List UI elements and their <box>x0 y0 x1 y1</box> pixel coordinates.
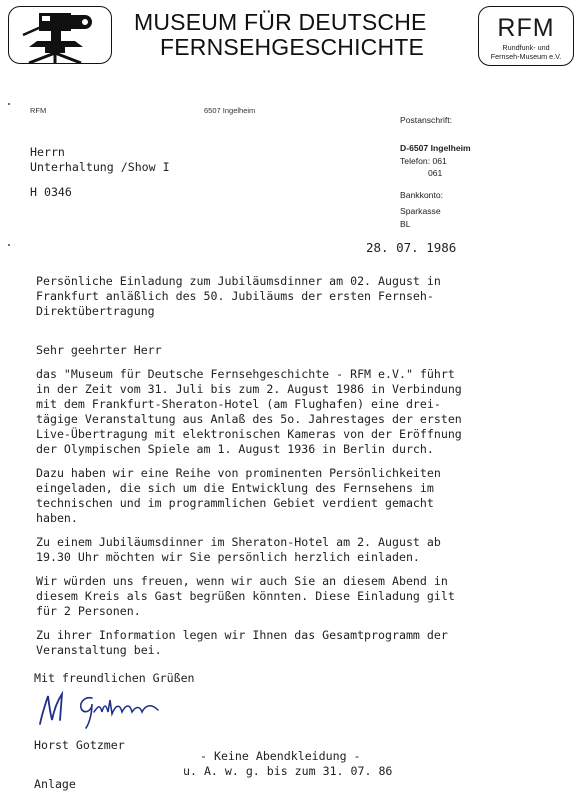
body-line: das "Museum für Deutsche Fernsehgeschichte - RFM e.V." führt <box>36 367 455 381</box>
rfm-logo-subtitle-2: Fernseh-Museum e.V. <box>490 52 562 61</box>
sender-line-left: RFM <box>30 106 47 115</box>
dress-code-note: - Keine Abendkleidung - <box>200 749 361 763</box>
camera-icon <box>9 7 112 64</box>
signatory-name: Horst Gotzmer <box>34 738 125 752</box>
postanschrift-label: Postanschrift: <box>400 115 453 125</box>
recipient-line-1: Herrn <box>30 145 65 159</box>
salutation: Sehr geehrter Herr <box>36 343 162 357</box>
museum-camera-logo <box>8 6 112 64</box>
subject-line-3: Direktübertragung <box>36 304 155 318</box>
subject-line-2: Frankfurt anläßlich des 50. Jubiläums der ersten Fernseh- <box>36 289 434 303</box>
sender-line-right: 6507 Ingelheim <box>204 106 256 115</box>
body-line: haben. <box>36 511 78 525</box>
body-line: für 2 Personen. <box>36 604 141 618</box>
body-line: Veranstaltung bei. <box>36 643 162 657</box>
rfm-logo-subtitle-1: Rundfunk- und <box>502 43 550 52</box>
bank-label: Bankkonto: <box>400 190 443 200</box>
body-line: tägige Veranstaltung aus Anlaß des 5o. Jahrestages der ersten <box>36 412 462 426</box>
phone-line-2: 061 <box>428 168 443 178</box>
bank-line-1: Sparkasse <box>400 206 441 216</box>
rsvp-note: u. A. w. g. bis zum 31. 07. 86 <box>183 764 393 778</box>
letterhead-title-line2: FERNSEHGESCHICHTE <box>160 34 425 60</box>
city-line: D-6507 Ingelheim <box>400 143 471 153</box>
body-line: 19.30 Uhr möchten wir Sie persönlich herzlich einladen. <box>36 550 420 564</box>
handwritten-signature <box>34 690 184 730</box>
body-line: eingeladen, die sich um die Entwicklung des Fernsehens im <box>36 481 434 495</box>
bank-line-2: BL <box>400 219 411 229</box>
letter-date: 28. 07. 1986 <box>366 240 457 255</box>
reference-number: H 0346 <box>30 185 72 199</box>
phone-line-1: Telefon: 061 <box>400 156 447 166</box>
punch-mark <box>8 244 10 246</box>
subject-line-1: Persönliche Einladung zum Jubiläumsdinner am 02. August in <box>36 274 441 288</box>
rfm-logo <box>478 6 574 66</box>
body-line: der Olympischen Spiele am 1. August 1936 in Berlin durch. <box>36 442 434 456</box>
body-line: Zu einem Jubiläumsdinner im Sheraton-Hotel am 2. August ab <box>36 535 441 549</box>
body-line: Zu ihrer Information legen wir Ihnen das Gesamtprogramm der <box>36 628 448 642</box>
rfm-logo-text: RFM <box>497 14 555 42</box>
body-line: Dazu haben wir eine Reihe von prominenten Persönlichkeiten <box>36 466 441 480</box>
body-line: Wir würden uns freuen, wenn wir auch Sie an diesem Abend in <box>36 574 448 588</box>
body-line: diesem Kreis als Gast begrüßen könnten. Diese Einladung gilt <box>36 589 455 603</box>
closing-phrase: Mit freundlichen Grüßen <box>34 671 195 685</box>
body-line: in der Zeit vom 31. Juli bis zum 2. August 1986 in Verbindung <box>36 382 462 396</box>
body-line: technischen und im programmlichen Gebiet verdient gemacht <box>36 496 434 510</box>
body-line: mit dem Frankfurt-Sheraton-Hotel (am Flughafen) eine drei- <box>36 397 441 411</box>
punch-mark <box>8 103 10 105</box>
body-line: Live-Übertragung mit elektronischen Kameras von der Eröffnung <box>36 427 462 441</box>
recipient-line-2: Unterhaltung /Show I <box>30 160 170 174</box>
enclosure-label: Anlage <box>34 777 76 791</box>
letterhead-title-line1: MUSEUM FÜR DEUTSCHE <box>134 9 427 35</box>
